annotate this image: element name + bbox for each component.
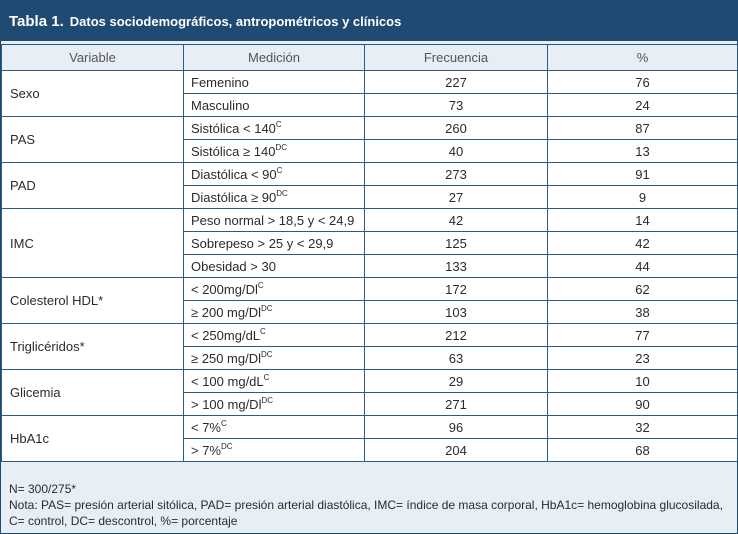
medicion-cell: > 7%$^{DC}$ [184, 439, 365, 462]
variable-cell: Glicemia [2, 370, 184, 416]
frecuencia-cell: 96 [365, 416, 548, 439]
percent-cell: 90 [548, 393, 738, 416]
medicion-cell: Sobrepeso > 25 y < 29,9 [184, 232, 365, 255]
frecuencia-cell: 204 [365, 439, 548, 462]
table-row [2, 163, 738, 186]
note-legend: C= control, DC= descontrol, %= porcentaje [9, 514, 238, 528]
frecuencia-cell: 103 [365, 301, 548, 324]
frecuencia-cell: 227 [365, 71, 548, 94]
variable-cell: IMC [2, 209, 184, 278]
table-row [2, 278, 738, 301]
medicion-cell: ≥ 200 $mg/Dl^{DC}$ [184, 301, 365, 324]
percent-cell: 24 [548, 94, 738, 117]
variable-cell: Sexo [2, 71, 184, 117]
percent-cell: 44 [548, 255, 738, 278]
frecuencia-cell: 172 [365, 278, 548, 301]
note-sample-size: N= 300/275* [9, 482, 77, 496]
data-table [1, 44, 738, 462]
medicion-cell: ≥ 250 $mg/Dl^{DC}$ [184, 347, 365, 370]
medicion-cell: > 100 $mg/Dl^{DC}$ [184, 393, 365, 416]
percent-cell: 91 [548, 163, 738, 186]
medicion-cell: Femenino [184, 71, 365, 94]
table-title: Datos sociodemográficos, antropométricos y clínicos [69, 13, 402, 29]
medicion-cell: < $200mg/Dl^C$ [184, 278, 365, 301]
header-percent: % [548, 45, 738, 71]
frecuencia-cell: 73 [365, 94, 548, 117]
frecuencia-cell: 40 [365, 140, 548, 163]
variable-cell: PAS [2, 117, 184, 163]
medicion-cell: < 100 $mg/dL^C$ [184, 370, 365, 393]
table-row [2, 117, 738, 140]
medicion-cell: < 7%$^C$ [184, 416, 365, 439]
medicion-cell: Sistólica ≥ $140^{DC}$ [184, 140, 365, 163]
percent-cell: 10 [548, 370, 738, 393]
header-frecuencia: Frecuencia [365, 45, 548, 71]
frecuencia-cell: 260 [365, 117, 548, 140]
table-row [2, 71, 738, 94]
medicion-cell: < $250mg/dL^C$ [184, 324, 365, 347]
table-row [2, 209, 738, 232]
header-medicion: Medición [184, 45, 365, 71]
table-row [2, 324, 738, 347]
table-notes [9, 481, 729, 529]
percent-cell: 68 [548, 439, 738, 462]
percent-cell: 14 [548, 209, 738, 232]
variable-cell: Triglicéridos* [2, 324, 184, 370]
percent-cell: 77 [548, 324, 738, 347]
percent-cell: 42 [548, 232, 738, 255]
header-variable: Variable [2, 45, 184, 71]
percent-cell: 62 [548, 278, 738, 301]
medicion-cell: Diastólica ≥ $90^{DC}$ [184, 186, 365, 209]
percent-cell: 38 [548, 301, 738, 324]
frecuencia-cell: 271 [365, 393, 548, 416]
percent-cell: 23 [548, 347, 738, 370]
percent-cell: 87 [548, 117, 738, 140]
medicion-cell: Sistólica < $140^C$ [184, 117, 365, 140]
table-row [2, 370, 738, 393]
table-number: Tabla 1. [9, 12, 64, 30]
frecuencia-cell: 133 [365, 255, 548, 278]
variable-cell: HbA1c [2, 416, 184, 462]
percent-cell: 13 [548, 140, 738, 163]
table-title-bar [1, 1, 737, 41]
frecuencia-cell: 125 [365, 232, 548, 255]
frecuencia-cell: 29 [365, 370, 548, 393]
frecuencia-cell: 212 [365, 324, 548, 347]
percent-cell: 9 [548, 186, 738, 209]
medicion-cell: Masculino [184, 94, 365, 117]
percent-cell: 76 [548, 71, 738, 94]
variable-cell: PAD [2, 163, 184, 209]
table-row [2, 416, 738, 439]
frecuencia-cell: 27 [365, 186, 548, 209]
frecuencia-cell: 42 [365, 209, 548, 232]
frecuencia-cell: 273 [365, 163, 548, 186]
medicion-cell: Obesidad > 30 [184, 255, 365, 278]
medicion-cell: Peso normal > 18,5 y < 24,9 [184, 209, 365, 232]
variable-cell: Colesterol HDL* [2, 278, 184, 324]
percent-cell: 32 [548, 416, 738, 439]
header-row [2, 45, 738, 71]
frecuencia-cell: 63 [365, 347, 548, 370]
note-abbreviations: Nota: PAS= presión arterial sitólica, PAD= presión arterial diastólica, IMC= índice de masa corporal, HbA1c= hemoglobina glucosilada, [9, 498, 723, 512]
medicion-cell: Diastólica < $90^C$ [184, 163, 365, 186]
